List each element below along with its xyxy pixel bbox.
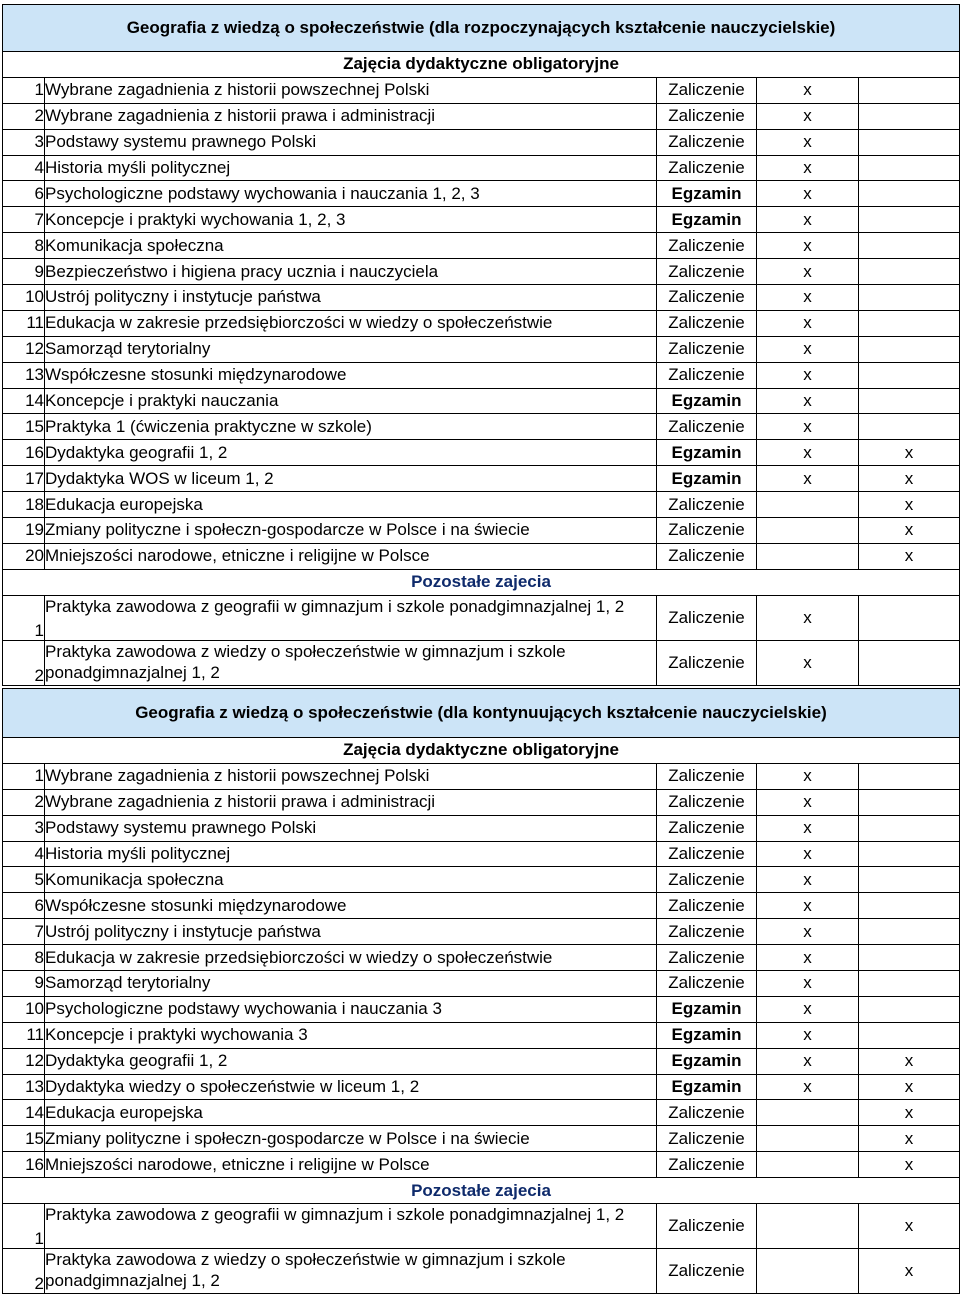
table-row — [3, 867, 960, 893]
row-number: 1 — [3, 763, 45, 789]
mark-column-1: x — [757, 362, 859, 388]
row-number: 15 — [3, 1126, 45, 1152]
mark-column-2 — [859, 815, 960, 841]
obligatory-header: Zajęcia dydaktyczne obligatoryjne — [3, 738, 960, 764]
mark-column-2: x — [859, 1074, 960, 1100]
mark-column-2 — [859, 388, 960, 414]
assessment-type: Zaliczenie — [657, 1204, 757, 1249]
table-row — [3, 595, 960, 640]
row-number: 14 — [3, 1100, 45, 1126]
mark-column-1: x — [757, 640, 859, 685]
table-row — [3, 103, 960, 129]
assessment-type: Zaliczenie — [657, 763, 757, 789]
assessment-type: Zaliczenie — [657, 945, 757, 971]
table-row — [3, 310, 960, 336]
mark-column-1: x — [757, 155, 859, 181]
table-row — [3, 1126, 960, 1152]
table-row — [3, 893, 960, 919]
mark-column-2: x — [859, 518, 960, 544]
assessment-type: Zaliczenie — [657, 867, 757, 893]
mark-column-2: x — [859, 1100, 960, 1126]
assessment-type: Zaliczenie — [657, 640, 757, 685]
table-row — [3, 841, 960, 867]
course-name: Historia myśli politycznej — [45, 841, 657, 867]
mark-column-2 — [859, 103, 960, 129]
course-name: Zmiany polityczne i społeczn-gospodarcze w Polsce i na świecie — [45, 518, 657, 544]
assessment-type: Zaliczenie — [657, 155, 757, 181]
assessment-type: Egzamin — [657, 1022, 757, 1048]
mark-column-1: x — [757, 1022, 859, 1048]
obligatory-header-row — [3, 738, 960, 764]
assessment-type: Zaliczenie — [657, 841, 757, 867]
table-row — [3, 1152, 960, 1178]
row-number: 8 — [3, 233, 45, 259]
mark-column-2: x — [859, 1152, 960, 1178]
mark-column-2 — [859, 259, 960, 285]
row-number: 11 — [3, 310, 45, 336]
mark-column-1: x — [757, 129, 859, 155]
row-number: 13 — [3, 1074, 45, 1100]
mark-column-1: x — [757, 595, 859, 640]
assessment-type: Zaliczenie — [657, 233, 757, 259]
assessment-type: Zaliczenie — [657, 310, 757, 336]
row-number: 17 — [3, 466, 45, 492]
table-row — [3, 207, 960, 233]
row-number: 7 — [3, 207, 45, 233]
assessment-type: Zaliczenie — [657, 1126, 757, 1152]
course-name: Samorząd terytorialny — [45, 971, 657, 997]
table-row — [3, 155, 960, 181]
mark-column-1: x — [757, 181, 859, 207]
assessment-type: Egzamin — [657, 1074, 757, 1100]
mark-column-1: x — [757, 310, 859, 336]
row-number: 10 — [3, 285, 45, 311]
table-row — [3, 1100, 960, 1126]
course-name: Wybrane zagadnienia z historii prawa i administracji — [45, 789, 657, 815]
mark-column-2 — [859, 336, 960, 362]
row-number: 19 — [3, 518, 45, 544]
row-number: 1 — [3, 77, 45, 103]
mark-column-1: x — [757, 867, 859, 893]
row-number: 2 — [3, 1249, 45, 1294]
mark-column-1: x — [757, 841, 859, 867]
mark-column-1 — [757, 492, 859, 518]
assessment-type: Zaliczenie — [657, 919, 757, 945]
course-name: Psychologiczne podstawy wychowania i nauczania 3 — [45, 996, 657, 1022]
assessment-type: Zaliczenie — [657, 1100, 757, 1126]
course-name: Edukacja w zakresie przedsiębiorczości w wiedzy o społeczeństwie — [45, 310, 657, 336]
mark-column-2 — [859, 129, 960, 155]
mark-column-1: x — [757, 919, 859, 945]
mark-column-1: x — [757, 103, 859, 129]
row-number: 6 — [3, 893, 45, 919]
table-row — [3, 1022, 960, 1048]
row-number: 12 — [3, 336, 45, 362]
mark-column-2 — [859, 971, 960, 997]
section-title-row — [3, 689, 960, 738]
row-number: 1 — [3, 595, 45, 640]
course-name: Praktyka zawodowa z wiedzy o społeczeństwie w gimnazjum i szkole ponadgimnazjalnej 1, 2 — [45, 1249, 657, 1294]
row-number: 10 — [3, 996, 45, 1022]
course-name: Mniejszości narodowe, etniczne i religijne w Polsce — [45, 543, 657, 569]
mark-column-1: x — [757, 336, 859, 362]
mark-column-2: x — [859, 1126, 960, 1152]
mark-column-2 — [859, 310, 960, 336]
course-table-beginners — [2, 4, 960, 686]
mark-column-1: x — [757, 414, 859, 440]
mark-column-2 — [859, 763, 960, 789]
mark-column-1: x — [757, 388, 859, 414]
row-number: 7 — [3, 919, 45, 945]
table-row — [3, 285, 960, 311]
row-number: 20 — [3, 543, 45, 569]
table-row — [3, 1074, 960, 1100]
mark-column-2 — [859, 155, 960, 181]
mark-column-1 — [757, 1126, 859, 1152]
row-number: 5 — [3, 867, 45, 893]
row-number: 2 — [3, 789, 45, 815]
table-row — [3, 129, 960, 155]
mark-column-1: x — [757, 207, 859, 233]
row-number: 12 — [3, 1048, 45, 1074]
course-name: Podstawy systemu prawnego Polski — [45, 129, 657, 155]
course-name: Współczesne stosunki międzynarodowe — [45, 362, 657, 388]
mark-column-1: x — [757, 996, 859, 1022]
course-name: Współczesne stosunki międzynarodowe — [45, 893, 657, 919]
mark-column-2 — [859, 640, 960, 685]
row-number: 3 — [3, 129, 45, 155]
course-name: Wybrane zagadnienia z historii powszechnej Polski — [45, 763, 657, 789]
mark-column-2 — [859, 77, 960, 103]
table-row — [3, 362, 960, 388]
course-name: Praktyka 1 (ćwiczenia praktyczne w szkole) — [45, 414, 657, 440]
mark-column-2: x — [859, 543, 960, 569]
assessment-type: Zaliczenie — [657, 893, 757, 919]
assessment-type: Zaliczenie — [657, 77, 757, 103]
row-number: 3 — [3, 815, 45, 841]
course-name: Wybrane zagadnienia z historii prawa i administracji — [45, 103, 657, 129]
mark-column-1 — [757, 1100, 859, 1126]
course-name: Samorząd terytorialny — [45, 336, 657, 362]
course-name: Edukacja europejska — [45, 1100, 657, 1126]
mark-column-1: x — [757, 259, 859, 285]
assessment-type: Egzamin — [657, 1048, 757, 1074]
table-row — [3, 1204, 960, 1249]
mark-column-1: x — [757, 893, 859, 919]
obligatory-header: Zajęcia dydaktyczne obligatoryjne — [3, 52, 960, 78]
row-number: 1 — [3, 1204, 45, 1249]
table-row — [3, 466, 960, 492]
row-number: 4 — [3, 841, 45, 867]
mark-column-1: x — [757, 789, 859, 815]
table-row — [3, 233, 960, 259]
row-number: 4 — [3, 155, 45, 181]
table-row — [3, 388, 960, 414]
assessment-type: Zaliczenie — [657, 1152, 757, 1178]
table-row — [3, 763, 960, 789]
mark-column-1: x — [757, 440, 859, 466]
course-name: Koncepcje i praktyki nauczania — [45, 388, 657, 414]
mark-column-2: x — [859, 1204, 960, 1249]
row-number: 14 — [3, 388, 45, 414]
table-row — [3, 414, 960, 440]
table-row — [3, 789, 960, 815]
course-name: Psychologiczne podstawy wychowania i nauczania 1, 2, 3 — [45, 181, 657, 207]
course-name: Bezpieczeństwo i higiena pracy ucznia i nauczyciela — [45, 259, 657, 285]
mark-column-1: x — [757, 285, 859, 311]
mark-column-1: x — [757, 77, 859, 103]
course-name: Komunikacja społeczna — [45, 867, 657, 893]
row-number: 6 — [3, 181, 45, 207]
mark-column-1: x — [757, 466, 859, 492]
assessment-type: Egzamin — [657, 181, 757, 207]
row-number: 9 — [3, 259, 45, 285]
mark-column-2 — [859, 841, 960, 867]
mark-column-2 — [859, 1022, 960, 1048]
assessment-type: Zaliczenie — [657, 129, 757, 155]
table-row — [3, 640, 960, 685]
assessment-type: Zaliczenie — [657, 595, 757, 640]
mark-column-2: x — [859, 440, 960, 466]
row-number: 2 — [3, 640, 45, 685]
assessment-type: Zaliczenie — [657, 414, 757, 440]
table-row — [3, 945, 960, 971]
mark-column-1: x — [757, 1074, 859, 1100]
table-row — [3, 336, 960, 362]
assessment-type: Zaliczenie — [657, 103, 757, 129]
mark-column-2 — [859, 362, 960, 388]
assessment-type: Zaliczenie — [657, 259, 757, 285]
table-row — [3, 518, 960, 544]
row-number: 16 — [3, 1152, 45, 1178]
table-row — [3, 543, 960, 569]
assessment-type: Egzamin — [657, 388, 757, 414]
section-title: Geografia z wiedzą o społeczeństwie (dla rozpoczynających kształcenie nauczycielskie) — [3, 5, 960, 52]
row-number: 13 — [3, 362, 45, 388]
table-row — [3, 815, 960, 841]
mark-column-1: x — [757, 945, 859, 971]
assessment-type: Zaliczenie — [657, 543, 757, 569]
row-number: 15 — [3, 414, 45, 440]
mark-column-1: x — [757, 815, 859, 841]
mark-column-1 — [757, 543, 859, 569]
mark-column-1 — [757, 1152, 859, 1178]
course-name: Wybrane zagadnienia z historii powszechnej Polski — [45, 77, 657, 103]
course-name: Zmiany polityczne i społeczn-gospodarcze w Polsce i na świecie — [45, 1126, 657, 1152]
section-title-row — [3, 5, 960, 52]
course-name: Komunikacja społeczna — [45, 233, 657, 259]
course-name: Historia myśli politycznej — [45, 155, 657, 181]
assessment-type: Zaliczenie — [657, 336, 757, 362]
mark-column-1 — [757, 1249, 859, 1294]
mark-column-2 — [859, 181, 960, 207]
assessment-type: Egzamin — [657, 466, 757, 492]
mark-column-2: x — [859, 466, 960, 492]
table-row — [3, 259, 960, 285]
table-row — [3, 919, 960, 945]
other-classes-header: Pozostałe zajecia — [3, 1178, 960, 1204]
assessment-type: Egzamin — [657, 440, 757, 466]
mark-column-2: x — [859, 1048, 960, 1074]
mark-column-2 — [859, 207, 960, 233]
row-number: 8 — [3, 945, 45, 971]
obligatory-header-row — [3, 52, 960, 78]
course-name: Koncepcje i praktyki wychowania 1, 2, 3 — [45, 207, 657, 233]
assessment-type: Zaliczenie — [657, 518, 757, 544]
mark-column-2 — [859, 893, 960, 919]
table-row — [3, 181, 960, 207]
course-name: Edukacja europejska — [45, 492, 657, 518]
course-name: Praktyka zawodowa z geografii w gimnazjum i szkole ponadgimnazjalnej 1, 2 — [45, 595, 657, 640]
course-name: Praktyka zawodowa z geografii w gimnazjum i szkole ponadgimnazjalnej 1, 2 — [45, 1204, 657, 1249]
mark-column-2 — [859, 233, 960, 259]
assessment-type: Zaliczenie — [657, 815, 757, 841]
mark-column-1: x — [757, 763, 859, 789]
course-name: Dydaktyka geografii 1, 2 — [45, 440, 657, 466]
mark-column-2 — [859, 789, 960, 815]
course-name: Koncepcje i praktyki wychowania 3 — [45, 1022, 657, 1048]
other-header-row — [3, 1178, 960, 1204]
table-row — [3, 971, 960, 997]
assessment-type: Zaliczenie — [657, 1249, 757, 1294]
assessment-type: Egzamin — [657, 996, 757, 1022]
other-header-row — [3, 569, 960, 595]
course-name: Ustrój polityczny i instytucje państwa — [45, 919, 657, 945]
row-number: 16 — [3, 440, 45, 466]
mark-column-1: x — [757, 971, 859, 997]
table-row — [3, 492, 960, 518]
course-name: Mniejszości narodowe, etniczne i religijne w Polsce — [45, 1152, 657, 1178]
other-classes-header: Pozostałe zajecia — [3, 569, 960, 595]
course-name: Ustrój polityczny i instytucje państwa — [45, 285, 657, 311]
mark-column-1 — [757, 1204, 859, 1249]
course-name: Dydaktyka geografii 1, 2 — [45, 1048, 657, 1074]
mark-column-2 — [859, 414, 960, 440]
table-row — [3, 1048, 960, 1074]
table-row — [3, 1249, 960, 1294]
assessment-type: Zaliczenie — [657, 789, 757, 815]
row-number: 11 — [3, 1022, 45, 1048]
assessment-type: Egzamin — [657, 207, 757, 233]
row-number: 2 — [3, 103, 45, 129]
mark-column-2 — [859, 867, 960, 893]
row-number: 18 — [3, 492, 45, 518]
mark-column-2: x — [859, 1249, 960, 1294]
course-name: Edukacja w zakresie przedsiębiorczości w wiedzy o społeczeństwie — [45, 945, 657, 971]
mark-column-1: x — [757, 1048, 859, 1074]
mark-column-2 — [859, 919, 960, 945]
mark-column-1 — [757, 518, 859, 544]
course-name: Dydaktyka WOS w liceum 1, 2 — [45, 466, 657, 492]
row-number: 9 — [3, 971, 45, 997]
table-row — [3, 440, 960, 466]
mark-column-2 — [859, 945, 960, 971]
mark-column-2 — [859, 285, 960, 311]
assessment-type: Zaliczenie — [657, 285, 757, 311]
mark-column-2 — [859, 996, 960, 1022]
section-title: Geografia z wiedzą o społeczeństwie (dla kontynuujących kształcenie nauczycielskie) — [3, 689, 960, 738]
course-name: Dydaktyka wiedzy o społeczeństwie w liceum 1, 2 — [45, 1074, 657, 1100]
mark-column-2: x — [859, 492, 960, 518]
course-table-continuing — [2, 688, 960, 1294]
table-row — [3, 77, 960, 103]
course-name: Praktyka zawodowa z wiedzy o społeczeństwie w gimnazjum i szkole ponadgimnazjalnej 1, 2 — [45, 640, 657, 685]
table-row — [3, 996, 960, 1022]
assessment-type: Zaliczenie — [657, 362, 757, 388]
mark-column-1: x — [757, 233, 859, 259]
course-name: Podstawy systemu prawnego Polski — [45, 815, 657, 841]
assessment-type: Zaliczenie — [657, 971, 757, 997]
assessment-type: Zaliczenie — [657, 492, 757, 518]
mark-column-2 — [859, 595, 960, 640]
